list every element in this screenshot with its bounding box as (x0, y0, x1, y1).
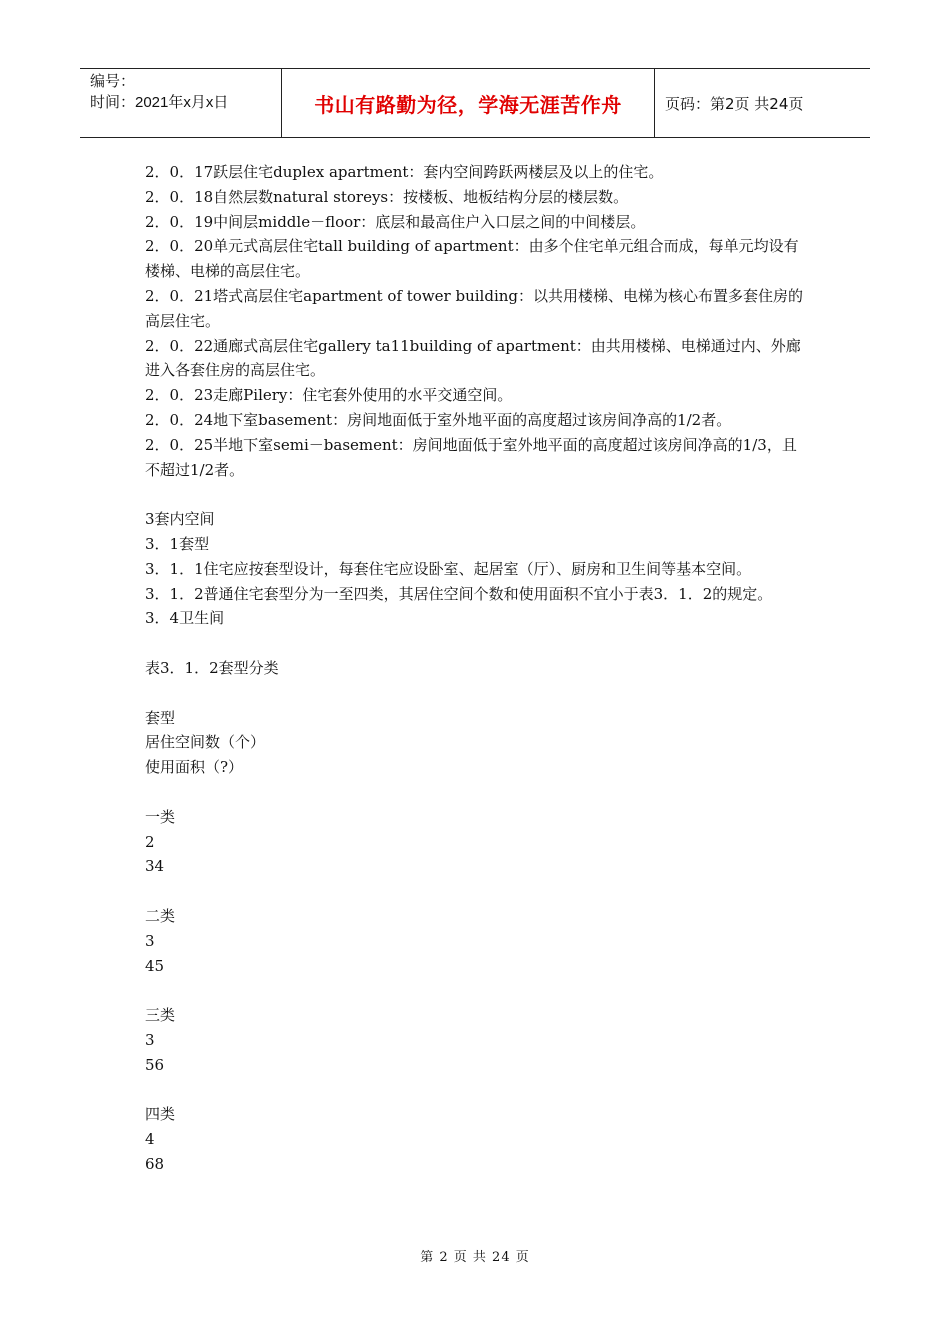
definition-2-0-20: 2．0．20单元式高层住宅tall building of apartment：由多个住宅单元组合而成，每单元均设有楼梯、电梯的高层住宅。 (145, 237, 799, 281)
page-footer (0, 1246, 950, 1265)
table-row-2-area: 45 (145, 956, 165, 975)
header-page-cell (655, 69, 870, 137)
table-row-3-type: 三类 (145, 1006, 176, 1025)
table-caption: 表3．1．2套型分类 (145, 658, 279, 677)
table-header-area: 使用面积（?） (145, 758, 244, 777)
document-body (145, 160, 810, 1177)
definition-2-0-23: 2．0．23走廊Pilery：住宅套外使用的水平交通空间。 (145, 386, 513, 405)
section-3-4-title: 3．4卫生间 (145, 609, 225, 628)
header-left-cell (80, 69, 281, 137)
table-header-rooms: 居住空间数（个） (145, 733, 266, 752)
clause-3-1-2: 3．1．2普通住宅套型分为一至四类，其居住空间个数和使用面积不宜小于表3．1．2的规定。 (145, 584, 773, 603)
page-header (80, 68, 870, 138)
table-row-4-area: 68 (145, 1154, 165, 1173)
document-number-label: 编号： (90, 73, 136, 90)
table-row-4-type: 四类 (145, 1105, 176, 1124)
definition-2-0-24: 2．0．24地下室basement：房间地面低于室外地平面的高度超过该房间净高的1/2者。 (145, 410, 732, 429)
table-row-3-rooms: 3 (145, 1030, 155, 1049)
section-3-title: 3套内空间 (145, 510, 215, 529)
definition-2-0-21: 2．0．21塔式高层住宅apartment of tower building：以共用楼梯、电梯为核心布置多套住房的高层住宅。 (145, 286, 804, 330)
header-page-info: 页码：第2页 共24页 (665, 94, 804, 113)
table-row-2-rooms: 3 (145, 931, 155, 950)
definition-2-0-17: 2．0．17跃层住宅duplex apartment：套内空间跨跃两楼层及以上的住宅。 (145, 163, 664, 181)
footer-page-number: 第 2 页 共 24 页 (420, 1250, 530, 1265)
table-row-4-rooms: 4 (145, 1130, 155, 1149)
document-time: 时间：2021年x月x日 (90, 94, 229, 111)
table-row-3-area: 56 (145, 1055, 165, 1074)
table-row-2-type: 二类 (145, 906, 176, 925)
definition-2-0-19: 2．0．19中间层middle－floor：底层和最高住户入口层之间的中间楼层。 (145, 212, 646, 231)
header-motto: 书山有路勤为径，学海无涯苦作舟 (314, 92, 622, 117)
definition-2-0-22: 2．0．22通廊式高层住宅gallery ta11building of apartment：由共用楼梯、电梯通过内、外廊进入各套住房的高层住宅。 (145, 336, 801, 380)
table-header-type: 套型 (145, 708, 176, 727)
section-3-1-title: 3．1套型 (145, 534, 210, 553)
definition-2-0-18: 2．0．18自然层数natural storeys：按楼板、地板结构分层的楼层数。 (145, 187, 629, 206)
definition-2-0-25: 2．0．25半地下室semi－basement：房间地面低于室外地平面的高度超过该房间净高的1/3，且不超过1/2者。 (145, 435, 797, 479)
clause-3-1-1: 3．1．1住宅应按套型设计，每套住宅应设卧室、起居室（厅）、厨房和卫生间等基本空间。 (145, 559, 752, 578)
header-motto-cell (281, 69, 655, 137)
table-row-1-area: 34 (145, 857, 165, 876)
table-row-1-rooms: 2 (145, 832, 155, 851)
table-row-1-type: 一类 (145, 807, 176, 826)
